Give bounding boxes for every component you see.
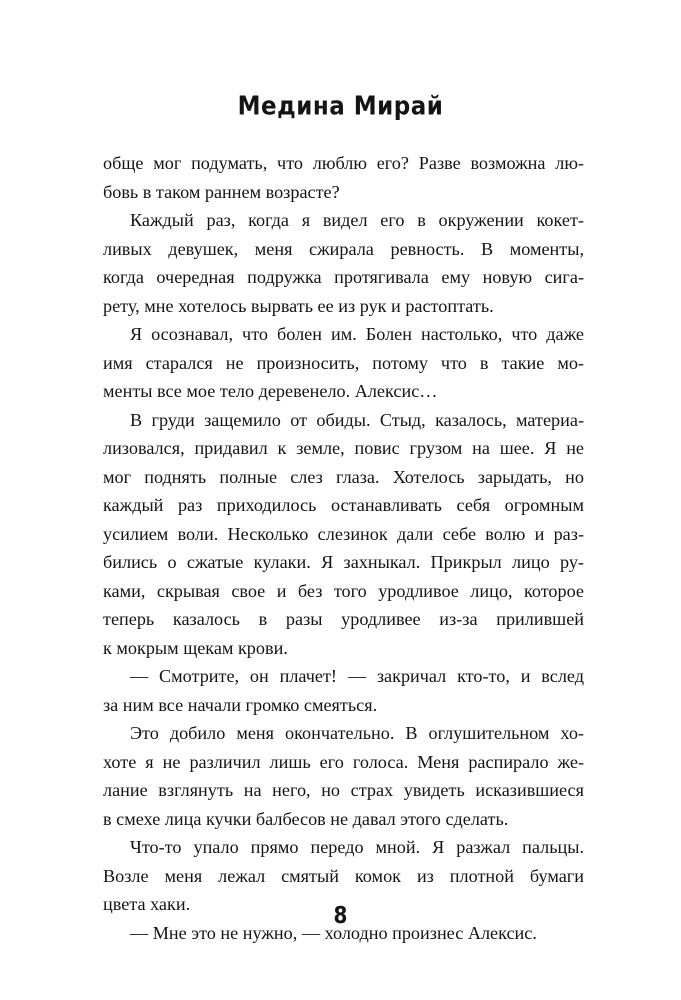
page-number: 8 — [333, 901, 348, 929]
text-line: В груди защемило от обиды. Стыд, казалось, материа- — [130, 409, 584, 430]
text-line: имя старался не произносить, потому что в такие мо- — [103, 352, 584, 373]
text-line: усилием воли. Несколько слезинок дали себе волю и раз- — [103, 523, 584, 544]
body-text — [103, 149, 584, 947]
text-line: цвета хаки. — [103, 894, 191, 914]
text-line: лание взглянуть на него, но страх увидеть исказившиеся — [103, 780, 584, 800]
text-line: за ним все начали громко смеяться. — [103, 694, 378, 715]
text-line: каждый раз приходилось останавливать себя огромным — [103, 495, 584, 515]
text-line: к мокрым щекам крови. — [103, 637, 288, 658]
text-line: когда очередная подружка протягивала ему новую сига- — [103, 267, 584, 287]
text-line: теперь казалось в разы уродливее из-за прилившей — [103, 609, 584, 629]
text-line: — Мне это не нужно, — холодно произнес Алексис. — [130, 922, 537, 943]
text-line: менты все мое тело деревенело. Алексис… — [103, 381, 438, 401]
text-line: Что-то упало прямо передо мной. Я разжал пальцы. — [130, 837, 584, 857]
text-line: бовь в таком раннем возрасте? — [103, 181, 340, 202]
text-line: мог поднять полные слез глаза. Хотелось зарыдать, но — [103, 466, 584, 487]
text-line: хоте я не различил лишь его голоса. Меня распирало же- — [103, 751, 584, 772]
running-header-author: Медина Мирай — [237, 92, 444, 122]
text-line: обще мог подумать, что люблю его? Разве возможна лю- — [103, 153, 584, 173]
text-line: — Смотрите, он плачет! — закричал кто-то, и вслед — [130, 666, 584, 686]
text-line: Это добило меня окончательно. В оглушительном хо- — [130, 723, 584, 743]
text-line: ками, скрывая свое и без того уродливое лицо, которое — [103, 580, 584, 601]
text-line: лизовался, придавил к земле, повис грузом на шее. Я не — [103, 438, 584, 458]
text-line: в смехе лица кучки балбесов не давал этого сделать. — [103, 808, 509, 829]
text-line: Каждый раз, когда я видел его в окружении кокет- — [130, 210, 584, 230]
text-line: ливых девушек, меня сжирала ревность. В моменты, — [103, 238, 584, 259]
text-line: Я осознавал, что болен им. Болен настолько, что даже — [130, 324, 584, 344]
text-line: бились о сжатые кулаки. Я захныкал. Прикрыл лицо ру- — [103, 552, 584, 572]
text-line: Возле меня лежал смятый комок из плотной бумаги — [103, 865, 584, 886]
text-line: рету, мне хотелось вырвать ее из рук и растоптать. — [103, 295, 494, 316]
